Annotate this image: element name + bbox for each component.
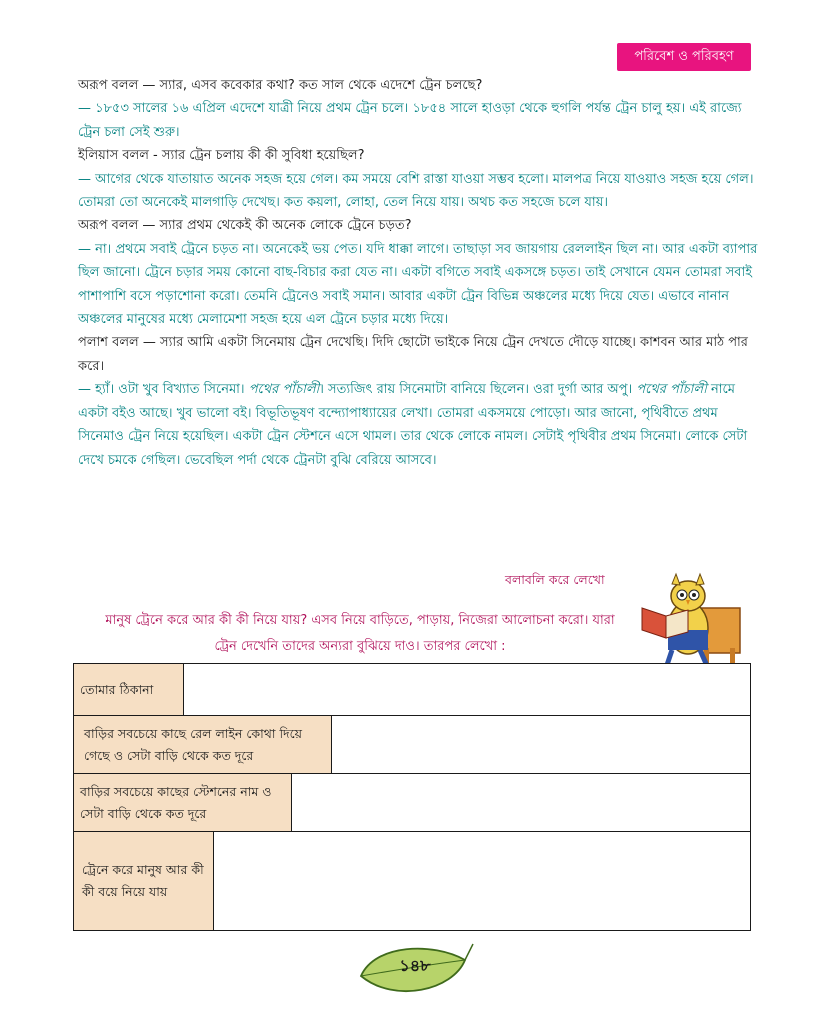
book-title: পথের পাঁচালী <box>636 382 707 398</box>
address-field[interactable] <box>184 664 750 716</box>
answer-text: । সত্যজিৎ রায় সিনেমাটা বানিয়ে ছিলেন। ওরা দুর্গা আর অপু। <box>319 382 637 398</box>
paragraph-answer: — আগের থেকে যাতায়াত অনেক সহজ হয়ে গেল। কম সময়ে বেশি রাস্তা যাওয়া সম্ভব হলো। মালপত্র নিয়ে যাওয়াও সহজ হয়ে গেল। তোমরা তো অনেকেই মালগাড়ি দেখেছ। কত কয়লা, লোহা, তেল নিয়ে যায়। অথচ কত সহজে চলে যায়। <box>78 171 754 211</box>
form-row-address <box>73 663 751 717</box>
form-row-goods <box>73 831 751 931</box>
answer-text: — হ্যাঁ। ওটা খুব বিখ্যাত সিনেমা। <box>78 382 249 398</box>
dialogue-text <box>78 74 758 472</box>
info-form <box>73 663 751 933</box>
station-field[interactable] <box>292 774 750 832</box>
goods-field[interactable] <box>214 832 750 930</box>
form-label-rail-line: বাড়ির সবচেয়ে কাছে রেল লাইন কোথা দিয়ে গেছে ও সেটা বাড়ি থেকে কত দূরে <box>74 716 332 774</box>
form-row-rail-line <box>73 715 751 775</box>
activity-title: বলাবলি করে লেখো <box>505 572 605 587</box>
paragraph-question: পলাশ বলল — স্যার আমি একটা সিনেমায় ট্রেন দেখেছি। দিদি ছোটো ভাইকে নিয়ে ট্রেন দেখতে দৌড়ে যাচ্ছে। কাশবন আর মাঠ পার করে। <box>78 335 748 374</box>
form-row-station <box>73 773 751 833</box>
paragraph-answer <box>78 378 758 472</box>
paragraph-question: অরূপ বলল — স্যার প্রথম থেকেই কী অনেক লোকে ট্রেনে চড়ত? <box>78 218 412 234</box>
page-number: ১৪৮ <box>399 956 431 975</box>
answer-text: নামে একটা বইও আছে। খুব ভালো বই। বিভূতিভূষণ বন্দ্যোপাধ্যায়ের লেখা। তোমরা একসময়ে পোড়ো। আর জানো, পৃথিবীতে প্রথম সিনেমাও ট্রেন নিয়ে হয়েছিল। একটা ট্রেন স্টেশনে এসে থামল। তার থেকে লোকে নামল। সেটাই পৃথিবীর প্রথম সিনেমা। লোকে সেটা দেখে চমকে গেছিল। ভেবেছিল পর্দা থেকে ট্রেনটা বুঝি বেরিয়ে আসবে। <box>78 382 748 468</box>
activity-prompt: মানুষ ট্রেনে করে আর কী কী নিয়ে যায়? এসব নিয়ে বাড়িতে, পাড়ায়, নিজেরা আলোচনা করো। যারা ট্রেন দেখেনি তাদের অন্যরা বুঝিয়ে দাও। তারপর লেখো : <box>105 613 615 654</box>
paragraph-question: অরূপ বলল — স্যার, এসব কবেকার কথা? কত সাল থেকে এদেশে ট্রেন চলছে? <box>78 78 483 93</box>
section-tag: পরিবেশ ও পরিবহণ <box>617 43 751 71</box>
owl-reading-illustration <box>630 568 750 673</box>
paragraph-answer: — না। প্রথমে সবাই ট্রেনে চড়ত না। অনেকেই ভয় পেত। যদি ধাক্কা লাগে। তাছাড়া সব জায়গায় রেললাইন ছিল না। আর একটা ব্যাপার ছিল জানো। ট্রেনে চড়ার সময় কোনো বাছ-বিচার করা যেত না। একটা বগিতে সবাই একসঙ্গে চড়ত। তাই সেখানে যেমন তোমরা সবাই পাশাপাশি বসে পড়াশোনা করো। তেমনি ট্রেনেও সবাই সমান। আবার একটা ট্রেন বিভিন্ন অঞ্চলের মধ্যে দিয়ে যেত। এভাবে নানান অঞ্চলের মানুষের মধ্যে মেলামেশা সহজ হয়ে এল ট্রেনে চড়ার মধ্যে দিয়ে। <box>78 241 758 328</box>
form-label-station: বাড়ির সবচেয়ে কাছের স্টেশনের নাম ও সেটা বাড়ি থেকে কত দূরে <box>74 774 292 832</box>
form-label-goods: ট্রেনে করে মানুষ আর কী কী বয়ে নিয়ে যায় <box>74 832 214 930</box>
paragraph-answer: — ১৮৫৩ সালের ১৬ এপ্রিল এদেশে যাত্রী নিয়ে প্রথম ট্রেন চলে। ১৮৫৪ সালে হাওড়া থেকে হুগলি পর্যন্ত ট্রেন চালু হয়। এই রাজ্যে ট্রেন চলা সেই শুরু। <box>78 101 742 140</box>
paragraph-question: ইলিয়াস বলল - স্যার ট্রেন চলায় কী কী সুবিধা হয়েছিল? <box>78 148 365 164</box>
rail-line-field[interactable] <box>332 716 750 774</box>
book-title: পথের পাঁচালী <box>248 382 320 398</box>
form-label-address: তোমার ঠিকানা <box>74 664 184 716</box>
